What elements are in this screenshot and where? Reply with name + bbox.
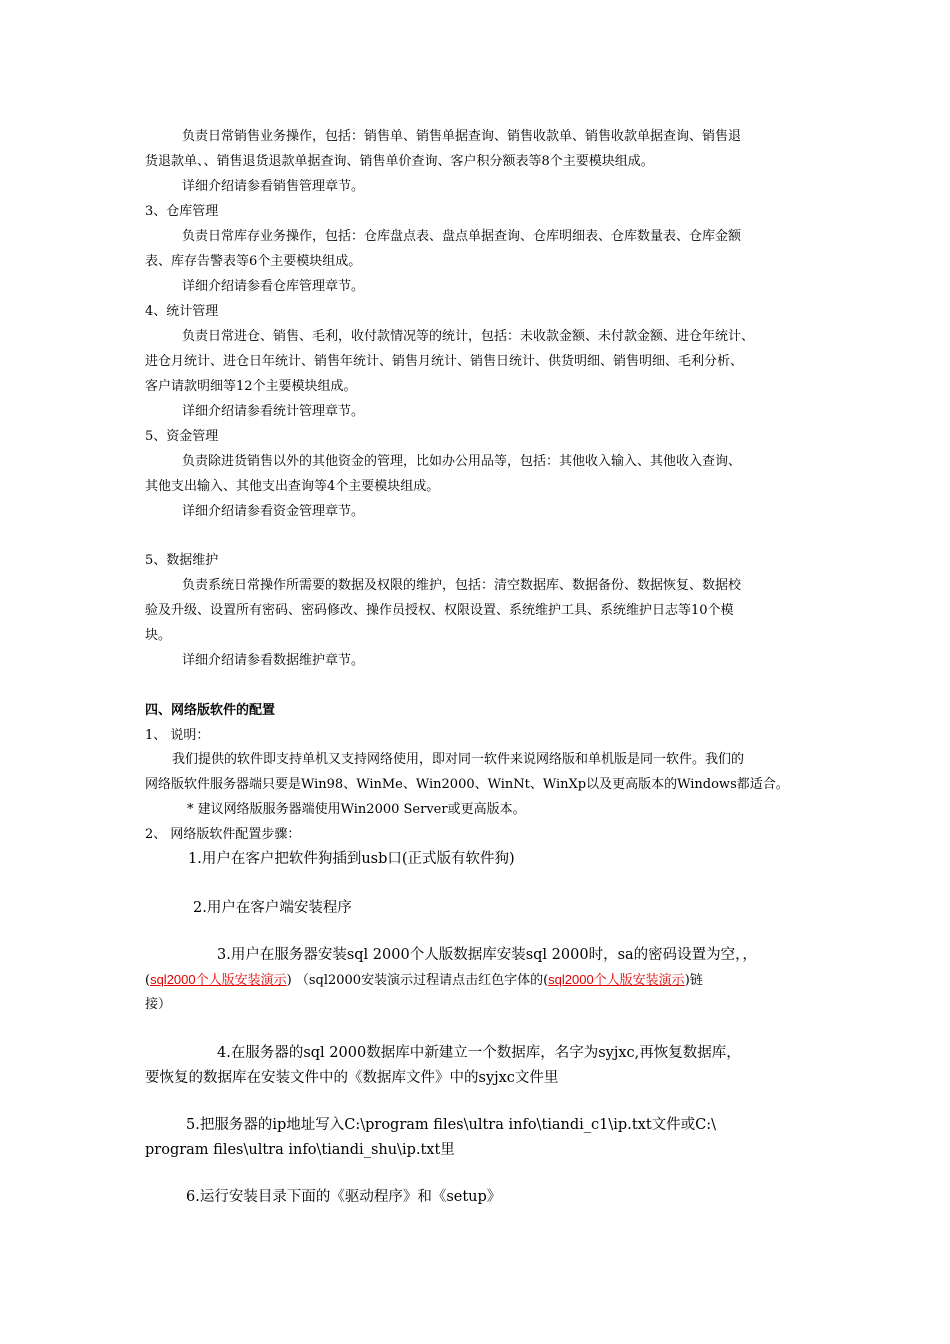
step3-line1: 3.用户在服务器安装sql 2000个人版数据库安装sql 2000时，sa的密码设置为空，， (217, 947, 757, 963)
warehouse-heading: 3、仓库管理 (145, 204, 219, 219)
maintenance-desc-line2: 验及升级、设置所有密码、密码修改、操作员授权、权限设置、系统维护工具、系统维护日志等10个模 (145, 603, 734, 618)
step5-line1: 5.把服务器的ip地址写入C:\program files\ultra info\tiandi_c1\ip.txt文件或C:\ (186, 1117, 717, 1133)
maintenance-desc-line1: 负责系统日常操作所需要的数据及权限的维护，包括：清空数据库、数据备份、数据恢复、数据校 (182, 578, 742, 593)
network-note: * 建议网络版服务器端使用Win2000 Server或更高版本。 (187, 802, 526, 817)
step3-line2 (145, 971, 703, 990)
network-intro-line2: 网络版软件服务器端只要是Win98、WinMe、Win2000、WinNt、WinXp以及更高版本的Windows都适合。 (145, 777, 789, 792)
network-section-title: 四、网络版软件的配置 (145, 703, 276, 718)
step2: 2.用户在客户端安装程序 (193, 900, 352, 916)
statistics-heading: 4、统计管理 (145, 304, 219, 319)
step3-line3: 接） (145, 997, 172, 1012)
step3-open-paren: ( (145, 973, 151, 988)
maintenance-heading: 5、数据维护 (145, 553, 219, 568)
maintenance-desc-line3: 块。 (145, 628, 172, 643)
maintenance-ref: 详细介绍请参看数据维护章节。 (182, 653, 365, 668)
sql2000-demo-link-2[interactable]: sql2000个人版安装演示 (548, 972, 685, 987)
funds-ref: 详细介绍请参看资金管理章节。 (182, 504, 365, 519)
statistics-desc-line2: 进仓月统计、进仓日年统计、销售年统计、销售月统计、销售日统计、供货明细、销售明细、毛利分析、 (145, 354, 744, 369)
network-item1: 1、 说明： (145, 728, 210, 743)
warehouse-ref: 详细介绍请参看仓库管理章节。 (182, 279, 365, 294)
funds-heading: 5、资金管理 (145, 429, 219, 444)
sales-ref: 详细介绍请参看销售管理章节。 (182, 179, 365, 194)
statistics-desc-line1: 负责日常进仓、销售、毛利，收付款情况等的统计，包括：未收款金额、未付款金额、进仓年统计、 (182, 329, 755, 344)
step5-line2: program files\ultra info\tiandi_shu\ip.txt里 (145, 1142, 455, 1158)
step4-line2: 要恢复的数据库在安装文件中的《数据库文件》中的syjxc文件里 (145, 1070, 559, 1086)
warehouse-desc-line2: 表、库存告警表等6个主要模块组成。 (145, 254, 362, 269)
warehouse-desc-line1: 负责日常库存业务操作，包括：仓库盘点表、盘点单据查询、仓库明细表、仓库数量表、仓库金额 (182, 229, 742, 244)
funds-desc-line1: 负责除进货销售以外的其他资金的管理，比如办公用品等，包括：其他收入输入、其他收入查询、 (182, 454, 742, 469)
network-item2: 2、 网络版软件配置步骤： (145, 827, 301, 842)
sql2000-demo-link-1[interactable]: sql2000个人版安装演示 (150, 972, 287, 987)
statistics-ref: 详细介绍请参看统计管理章节。 (182, 404, 365, 419)
sales-desc-line1: 负责日常销售业务操作，包括：销售单、销售单据查询、销售收款单、销售收款单据查询、销售退 (182, 129, 742, 144)
sales-desc-line2: 货退款单、、销售退货退款单据查询、销售单价查询、客户积分额表等8个主要模块组成。 (145, 154, 654, 169)
step6: 6.运行安装目录下面的《驱动程序》和《setup》 (186, 1189, 502, 1205)
statistics-desc-line3: 客户请款明细等12个主要模块组成。 (145, 379, 357, 394)
funds-desc-line2: 其他支出输入、其他支出查询等4个主要模块组成。 (145, 479, 440, 494)
step4-line1: 4.在服务器的sql 2000数据库中新建立一个数据库，名字为syjxc,再恢复数据库， (217, 1045, 741, 1061)
network-intro-line1: 我们提供的软件即支持单机又支持网络使用，即对同一软件来说网络版和单机版是同一软件。我们的 (172, 752, 745, 767)
step1: 1.用户在客户把软件狗插到usb口(正式版有软件狗) (188, 851, 515, 867)
step3-close-text: )链 (684, 973, 703, 988)
step3-mid-text: ) （sql2000安装演示过程请点击红色字体的( (286, 973, 549, 988)
